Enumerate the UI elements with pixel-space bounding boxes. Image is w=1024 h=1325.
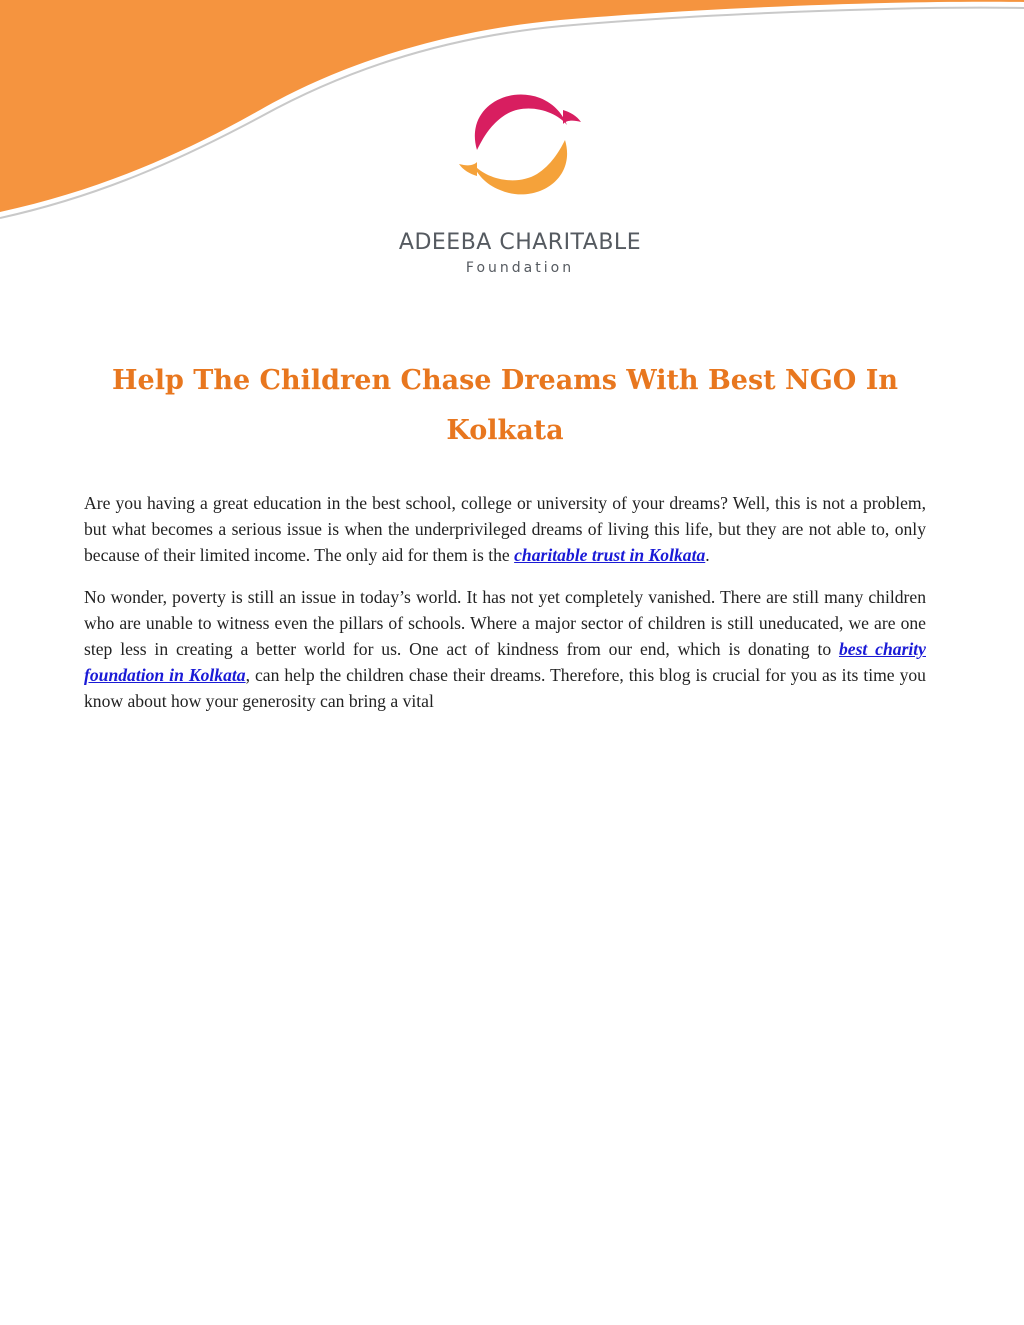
helping-hands-icon: [455, 80, 585, 210]
organization-logo: [380, 80, 660, 300]
page-title: Help The Children Chase Dreams With Best NGO In Kolkata: [112, 365, 898, 446]
paragraph-2-text: No wonder, poverty is still an issue in today’s world. It has not yet completely vanished. There are still many children who are unable to witness even the pillars of schools. Where a major sector of children is still uneducated, we are one step less in creating a better world for us. One act of kindness from our end, which is donating to: [84, 587, 926, 659]
paragraph-1: [84, 490, 926, 568]
paragraph-1-text: Are you having a great education in the best school, college or university of your dreams? Well, this is not a problem, but what becomes a serious issue is when the underprivileged dreams of living this life, but they are not able to, only because of their limited income. The only aid for them is the: [84, 493, 926, 565]
article-body: [84, 490, 926, 730]
charitable-trust-link[interactable]: charitable trust in Kolkata: [514, 545, 706, 565]
paragraph-1-end: .: [705, 545, 710, 565]
logo-subtitle: Foundation: [465, 260, 575, 276]
logo-title: ADEEBA CHARITABLE: [398, 230, 642, 255]
paragraph-2: [84, 584, 926, 714]
paragraph-2-end: , can help the children chase their dreams. Therefore, this blog is crucial for you as its time you know about how your generosity can bring a vital: [84, 665, 926, 711]
charity-foundation-link[interactable]: best charity foundation in Kolkata: [84, 639, 926, 685]
